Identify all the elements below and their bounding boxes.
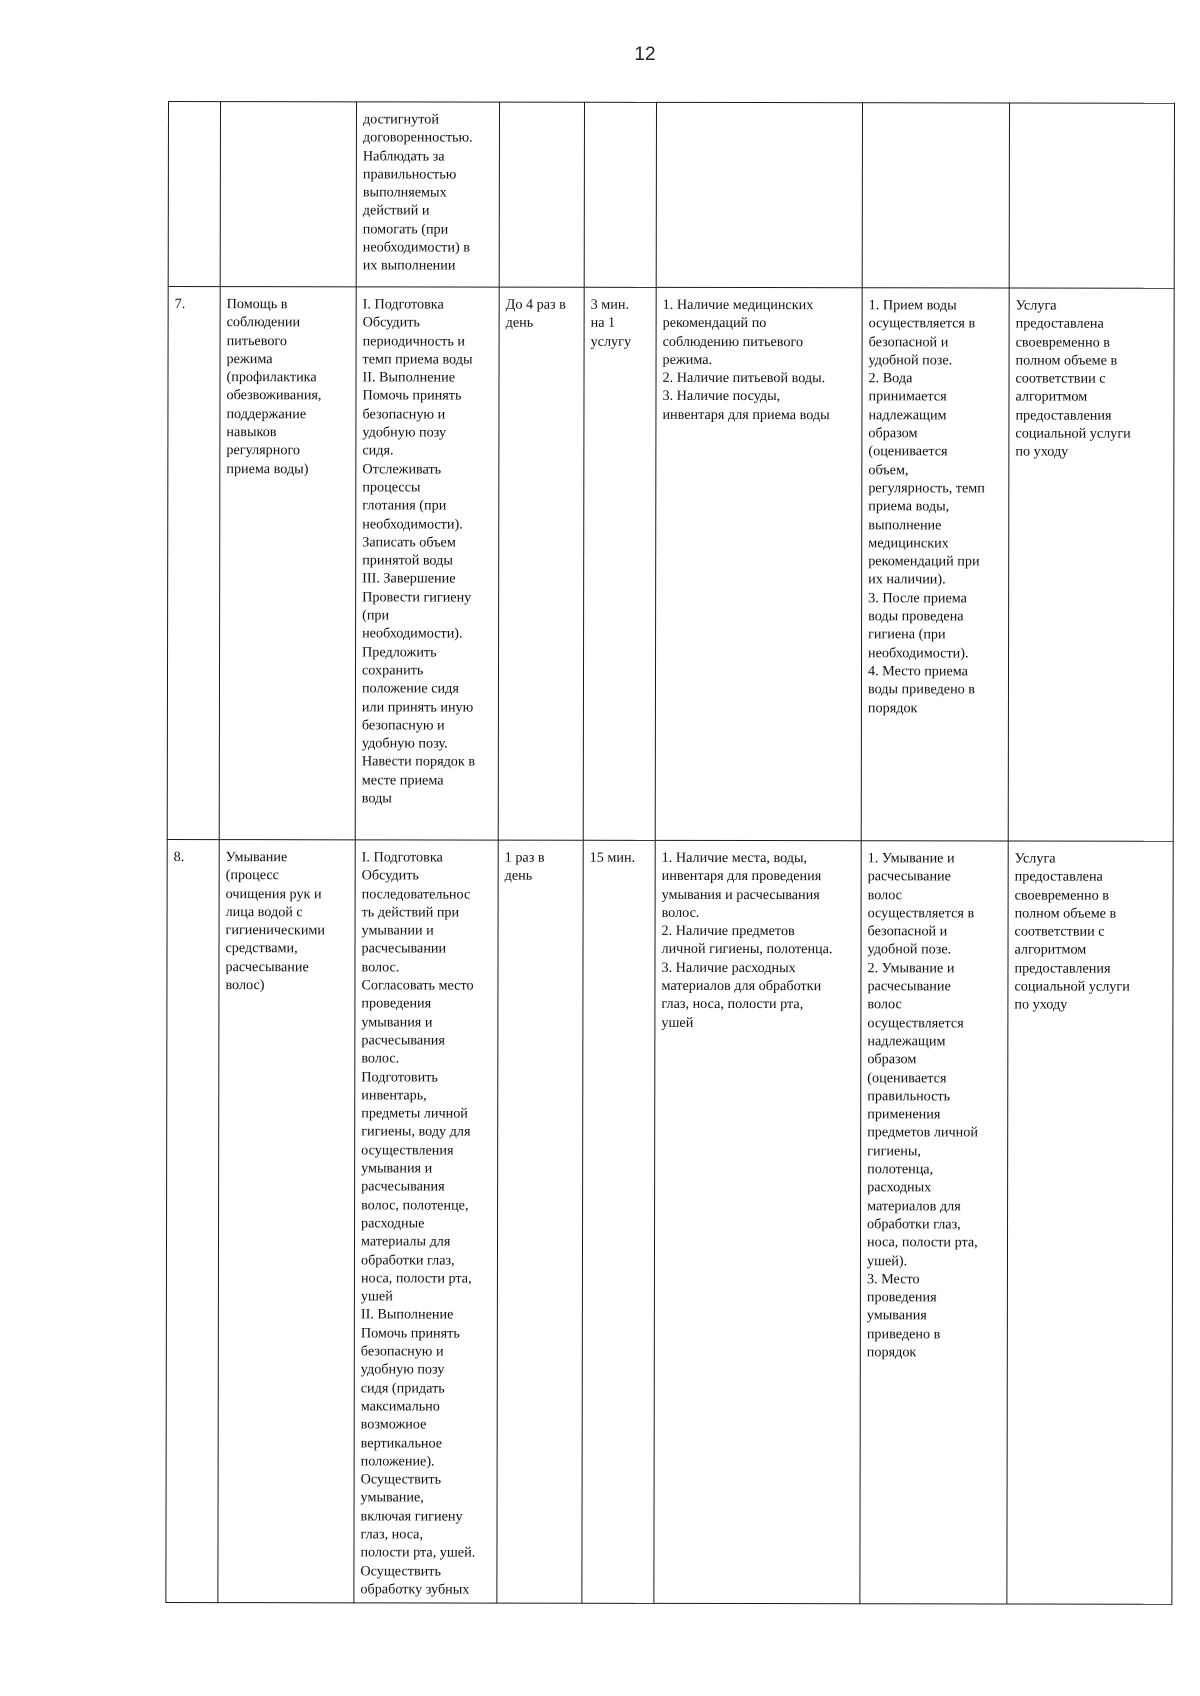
service-name-cell <box>220 102 356 287</box>
table-row <box>168 102 1174 289</box>
services-table <box>165 101 1175 1605</box>
conditions-cell: 1. Наличие медицинских рекомендаций по соблюдению питьевого режима. 2. Наличие питьевой воды. 3. Наличие посуды, инвентаря для приема воды <box>655 287 862 840</box>
duration-cell: 3 мин. на 1 услугу <box>583 287 656 840</box>
actions-cell: I. Подготовка Обсудить последовательнос ть действий при умывании и расчесывании волос. Согласовать место проведения умывания и расчесывания волос. Подготовить инвентарь, предметы личной гигиены, воду для осуществления умывания и расчесывания волос, полотенце, расходные материалы для обработки глаз, носа, полости рта, ушей II. Выполнение Помочь принять безопасную и удобную позу сидя (придать максимально возможное вертикальное положение). Осуществить умывание, включая гигиену глаз, носа, полости рта, ушей. Осуществить обработку зубных <box>354 840 498 1603</box>
indicators-cell: 1. Умывание и расчесывание волос осуществляется в безопасной и удобной позе. 2. Умывание и расчесывание волос осуществляется надлежащим образом (оценивается правильность применения предметов личной гигиены, полотенца, расходных материалов для обработки глаз, носа, полости рта, ушей). 3. Место проведения умывания приведено в порядок <box>860 841 1008 1604</box>
conditions-cell: 1. Наличие места, воды, инвентаря для проведения умывания и расчесывания волос. 2. Наличие предметов личной гигиены, полотенца. 3. Наличие расходных материалов для обработки глаз, носа, полости рта, ушей <box>654 840 861 1604</box>
frequency-cell <box>499 102 584 287</box>
result-cell <box>1009 103 1174 288</box>
service-name-cell: Умывание (процесс очищения рук и лица водой с гигиеническими средствами, расчесывание волос) <box>218 840 355 1603</box>
result-cell: Услуга предоставлена своевременно в полном объеме в соответствии с алгоритмом предоставления социальной услуги по уходу <box>1008 288 1174 841</box>
row-number-cell: 8. <box>166 839 219 1602</box>
duration-cell <box>584 102 656 287</box>
page-number: 12 <box>634 44 656 65</box>
duration-cell: 15 мин. <box>582 840 655 1603</box>
result-cell: Услуга предоставлена своевременно в полном объеме в соответствии с алгоритмом предоставления социальной услуги по уходу <box>1007 841 1173 1604</box>
frequency-cell: 1 раз в день <box>497 840 583 1603</box>
indicators-cell <box>862 103 1009 288</box>
indicators-cell: 1. Прием воды осуществляется в безопасной и удобной позе. 2. Вода принимается надлежащим образом (оценивается объем, регулярность, темп приема воды, выполнение медицинских рекомендаций при их наличии). 3. После приема воды проведена гигиена (при необходимости). 4. Место приема воды приведено в порядок <box>861 288 1009 841</box>
table-row <box>167 287 1174 842</box>
row-number-cell: 7. <box>167 287 220 840</box>
table-row <box>166 839 1173 1604</box>
row-number-cell <box>168 102 220 287</box>
conditions-cell <box>656 102 862 287</box>
service-name-cell: Помощь в соблюдении питьевого режима (профилактика обезвоживания, поддержание навыков регулярного приема воды) <box>219 287 356 840</box>
actions-cell: достигнутой договоренностью. Наблюдать за правильностью выполняемых действий и помогать (при необходимости) в их выполнении <box>356 102 499 287</box>
actions-cell: I. Подготовка Обсудить периодичность и темп приема воды II. Выполнение Помочь принять безопасную и удобную позу сидя. Отслеживать процессы глотания (при необходимости). Записать объем принятой воды III. Завершение Провести гигиену (при необходимости). Предложить сохранить положение сидя или принять иную безопасную и удобную позу. Навести порядок в месте приема воды <box>355 287 499 840</box>
frequency-cell: До 4 раз в день <box>498 287 584 840</box>
